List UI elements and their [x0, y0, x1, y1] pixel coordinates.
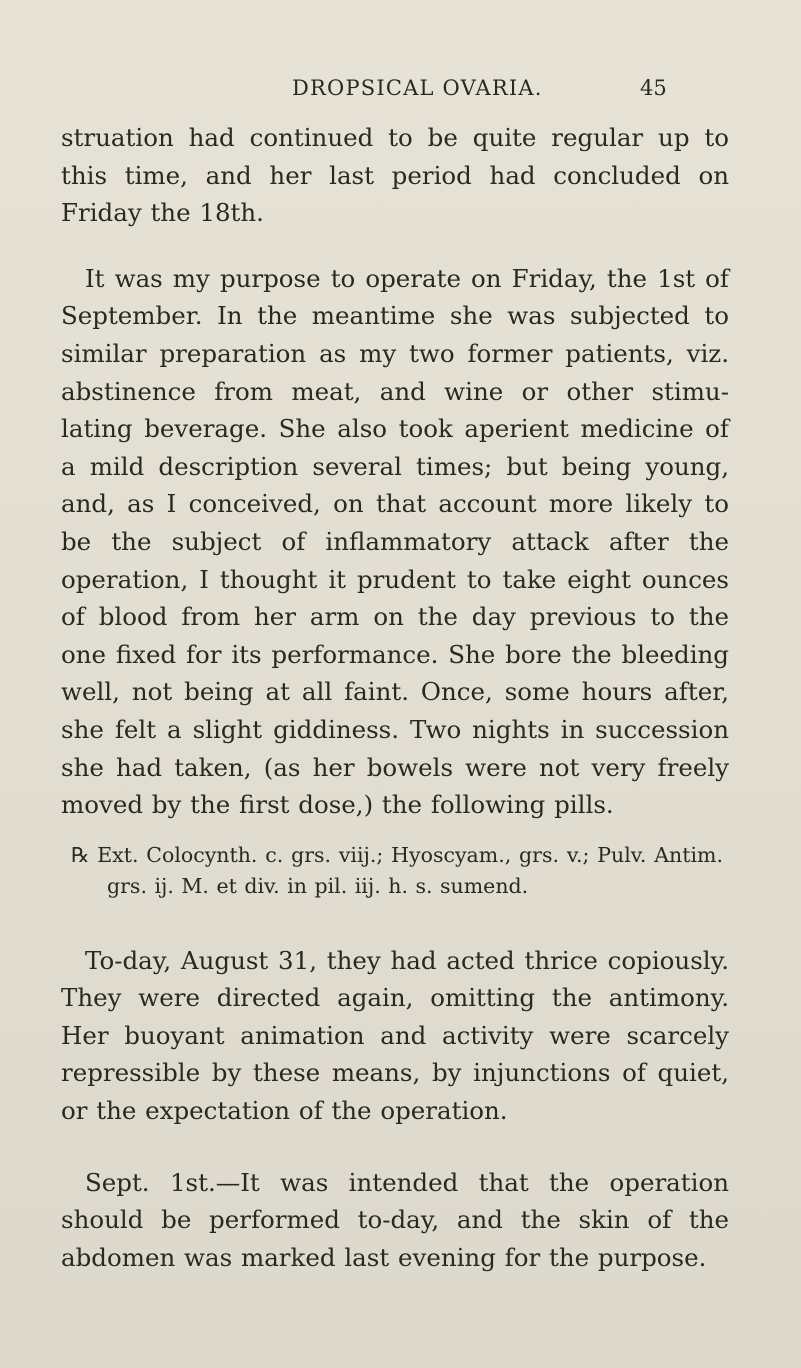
page-number: 45 — [640, 76, 667, 100]
body-text — [61, 119, 729, 1276]
paragraph-august-31: To-day, August 31, they had acted thrice copiously. They were directed again, omitting the antimony. Her buoyant animation and activity were scarcely repressible by these means, by injunctions of quiet, or the expectation of the operation. — [61, 945, 729, 1126]
running-title: DROPSICAL OVARIA. — [292, 76, 543, 100]
paragraph-september-1: Sept. 1st.—It was intended that the operation should be performed to-day, and the skin of the abdomen was marked last evening for the purpose. — [61, 1167, 729, 1272]
paragraph-operation-plan: It was my purpose to operate on Friday, the 1st of September. In the meantime she was subjected to similar preparation as my two former patients, viz. abstinence from meat, and wine or other stimu- lating beverage. She also took aperient medicine of a mild description several times; but being young, and, as I conceived, on that account more likely to be the subject of inflammatory attack after the operation, I thought it prudent to take eight ounces of blood from her arm on the day previous to the one fixed for its performance. She bore the bleeding well, not being at all faint. Once, some hours after, she felt a slight giddiness. Two nights in succession she had taken, (as her bowels were not very freely moved by the first dose,) the following pills. — [61, 263, 729, 820]
prescription: ℞ Ext. Colocynth. c. grs. viij.; Hyoscyam., grs. v.; Pulv. Antim. grs. ij. M. et div. in pil. iij. h. s. sumend. — [71, 842, 723, 898]
paragraph-continuation: struation had continued to be quite regular up to this time, and her last period had concluded on Friday the 18th. — [61, 123, 729, 228]
running-head — [0, 76, 801, 110]
